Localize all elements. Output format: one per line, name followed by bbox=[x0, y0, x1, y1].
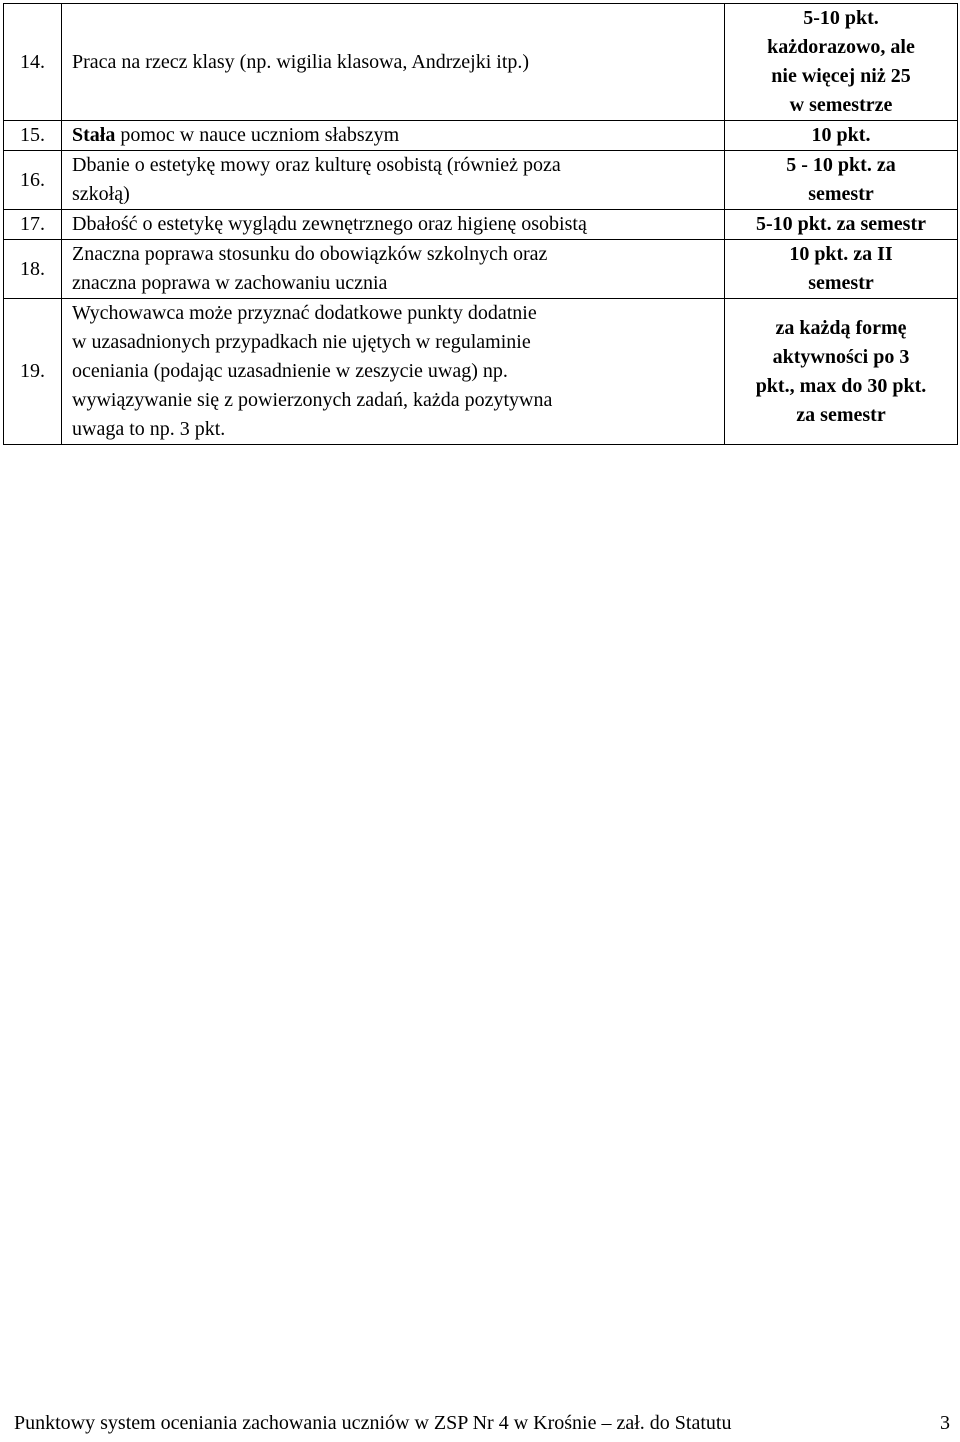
table-row bbox=[4, 240, 958, 299]
row-description: Dbałość o estetykę wyglądu zewnętrznego oraz higienę osobistą bbox=[62, 210, 725, 240]
criteria-table bbox=[3, 3, 958, 445]
row-points bbox=[725, 4, 958, 121]
row-points bbox=[725, 299, 958, 445]
description-line: w uzasadnionych przypadkach nie ujętych w regulaminie bbox=[72, 331, 531, 353]
page-footer bbox=[14, 1408, 950, 1438]
points-line: semestr bbox=[808, 272, 874, 294]
row-description bbox=[62, 121, 725, 151]
description-line: Dbanie o estetykę mowy oraz kulturę osobistą (również poza bbox=[72, 154, 561, 176]
row-points bbox=[725, 121, 958, 151]
row-description-text: pomoc w nauce uczniom słabszym bbox=[115, 124, 400, 146]
points-line: semestr bbox=[808, 183, 874, 205]
table-row bbox=[4, 4, 958, 121]
description-line: Wychowawca może przyznać dodatkowe punkty dodatnie bbox=[72, 302, 537, 324]
row-description: Praca na rzecz klasy (np. wigilia klasowa, Andrzejki itp.) bbox=[62, 4, 725, 121]
row-points bbox=[725, 240, 958, 299]
points-line: za każdą formę bbox=[775, 316, 907, 339]
row-number: 17. bbox=[4, 210, 62, 240]
row-points bbox=[725, 151, 958, 210]
row-number: 18. bbox=[4, 240, 62, 299]
description-line: oceniania (podając uzasadnienie w zeszycie uwag) np. bbox=[72, 360, 508, 382]
row-number: 15. bbox=[4, 121, 62, 151]
row-number: 14. bbox=[4, 4, 62, 121]
table-row bbox=[4, 121, 958, 151]
footer-title: Punktowy system oceniania zachowania uczniów w ZSP Nr 4 w Krośnie – zał. do Statutu bbox=[14, 1412, 732, 1434]
table-row bbox=[4, 210, 958, 240]
row-description-emphasis: Stała bbox=[72, 124, 116, 146]
row-description bbox=[62, 299, 725, 445]
points-line: nie więcej niż 25 bbox=[771, 65, 911, 87]
points-line: pkt., max do 30 pkt. bbox=[755, 374, 927, 397]
points-line: aktywności po 3 bbox=[772, 345, 910, 368]
description-line: uwaga to np. 3 pkt. bbox=[72, 418, 226, 440]
points-line: 5-10 pkt. za semestr bbox=[756, 213, 926, 235]
points-line: 10 pkt. bbox=[811, 124, 871, 146]
row-description bbox=[62, 151, 725, 210]
points-line: każdorazowo, ale bbox=[767, 36, 915, 58]
table-row bbox=[4, 299, 958, 445]
points-line: w semestrze bbox=[789, 94, 893, 116]
points-line: 5-10 pkt. bbox=[803, 7, 879, 29]
description-line: znaczna poprawa w zachowaniu ucznia bbox=[72, 272, 388, 294]
row-number: 19. bbox=[4, 299, 62, 445]
row-points bbox=[725, 210, 958, 240]
table-row bbox=[4, 151, 958, 210]
row-number: 16. bbox=[4, 151, 62, 210]
row-description bbox=[62, 240, 725, 299]
description-line: Znaczna poprawa stosunku do obowiązków szkolnych oraz bbox=[72, 243, 548, 265]
description-line: wywiązywanie się z powierzonych zadań, każda pozytywna bbox=[72, 389, 553, 411]
description-line: szkołą) bbox=[72, 183, 130, 205]
points-line: za semestr bbox=[796, 403, 886, 426]
page-number: 3 bbox=[940, 1412, 950, 1434]
points-line: 10 pkt. za II bbox=[789, 243, 893, 265]
points-line: 5 - 10 pkt. za bbox=[786, 154, 896, 176]
